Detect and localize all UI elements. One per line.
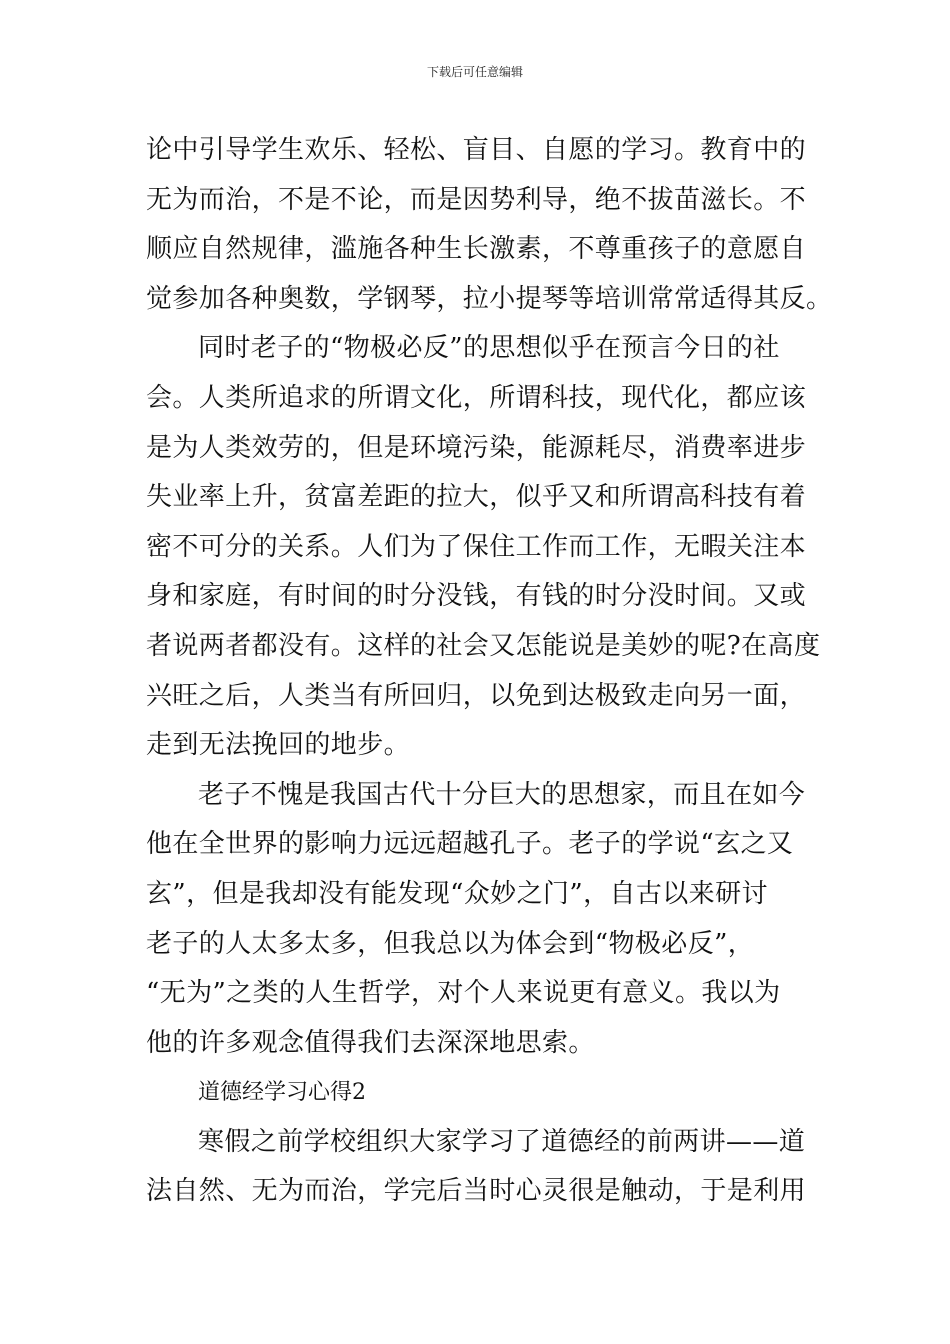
text-line: “无为”之类的人生哲学，对个人来说更有意义。我以为 <box>146 978 781 1009</box>
text-line: 是为人类效劳的，但是环境污染，能源耗尽，消费率进步 <box>146 432 807 463</box>
text-line: 兴旺之后，人类当有所回归，以免到达极致走向另一面， <box>146 680 807 711</box>
text-line: 身和家庭，有时间的时分没钱，有钱的时分没时间。又或 <box>146 581 807 612</box>
text-line: 寒假之前学校组织大家学习了道德经的前两讲——道 <box>198 1126 806 1157</box>
text-line: 走到无法挽回的地步。 <box>146 730 411 761</box>
text-line: 法自然、无为而治，学完后当时心灵很是触动，于是利用 <box>146 1176 807 1207</box>
text-line: 失业率上升，贫富差距的拉大，似乎又和所谓高科技有着 <box>146 482 807 513</box>
text-line: 他在全世界的影响力远远超越孔子。老子的学说“玄之又 <box>146 829 794 860</box>
text-line: 觉参加各种奥数，学钢琴，拉小提琴等培训常常适得其反。 <box>146 283 833 314</box>
section-heading: 道德经学习心得2 <box>198 1080 366 1106</box>
text-line: 玄”，但是我却没有能发现“众妙之门”，自古以来研讨 <box>146 878 768 909</box>
text-line: 同时老子的“物极必反”的思想似乎在预言今日的社 <box>198 333 780 364</box>
text-line: 密不可分的关系。人们为了保住工作而工作，无暇关注本 <box>146 531 807 562</box>
text-line: 他的许多观念值得我们去深深地思索。 <box>146 1027 595 1058</box>
text-line: 者说两者都没有。这样的社会又怎能说是美妙的呢?在高度 <box>146 630 821 661</box>
text-line: 老子不愧是我国古代十分巨大的思想家，而且在如今 <box>198 779 806 810</box>
text-line: 顺应自然规律，滥施各种生长激素，不尊重孩子的意愿自 <box>146 234 807 265</box>
text-line: 会。人类所追求的所谓文化，所谓科技，现代化，都应该 <box>146 382 807 413</box>
text-line: 老子的人太多太多，但我总以为体会到“物极必反”， <box>146 928 755 959</box>
document-body <box>146 126 833 1217</box>
text-line: 无为而治，不是不论，而是因势利导，绝不拔苗滋长。不 <box>146 184 807 215</box>
page-header: 下载后可任意编辑 <box>426 65 523 79</box>
text-line: 论中引导学生欢乐、轻松、盲目、自愿的学习。教育中的 <box>146 135 807 165</box>
